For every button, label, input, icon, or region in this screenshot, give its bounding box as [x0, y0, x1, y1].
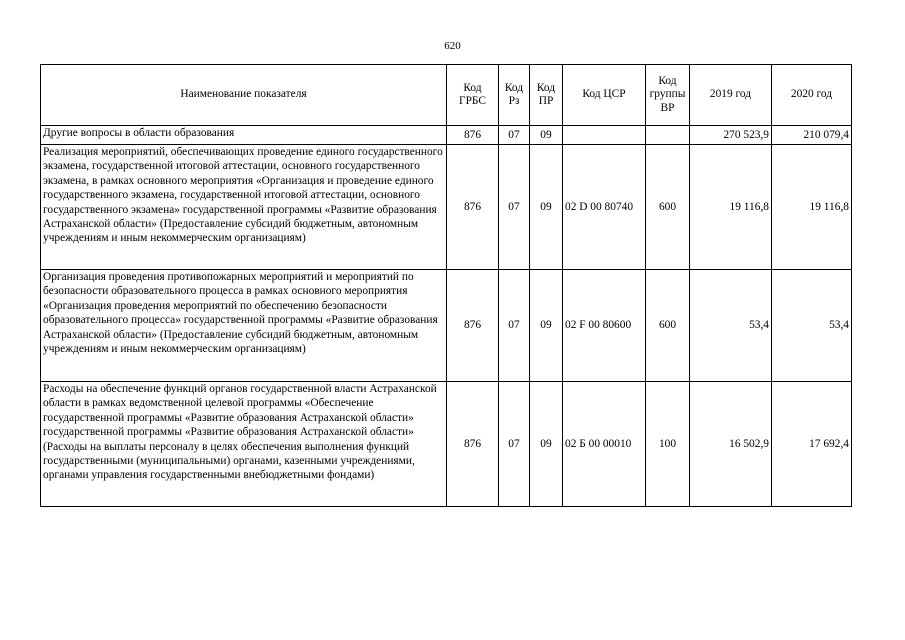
- row-name: Другие вопросы в области образования: [41, 126, 447, 145]
- row-2019: 19 116,8: [690, 145, 772, 270]
- row-2019: 270 523,9: [690, 126, 772, 145]
- header-pr: Код ПР: [530, 65, 563, 126]
- row-name: Расходы на обеспечение функций органов государственной власти Астраханской области в рамках ведомственной целевой программы «Обеспечение государственной программы «Развитие образования Астраханской области» государственной программы «Развитие образования Астраханской области» (Расходы на выплаты персоналу в целях обеспечения выполнения функций государственными (муниципальными) органами, казенными учреждениями, органами управления государственными внебюджетными фондами): [41, 382, 447, 507]
- header-row: [41, 65, 852, 126]
- row-rz: 07: [499, 145, 530, 270]
- row-name: Реализация мероприятий, обеспечивающих проведение единого государственного экзамена, государственной итоговой аттестации, основного государственного экзамена, в рамках основного мероприятия «Организация и проведение единого государственного экзамена, государственной итоговой аттестации, основного государственного экзамена» государственной программы «Развитие образования Астраханской области» (Предоставление субсидий бюджетным, автономным учреждениям и иным некоммерческим организациям): [41, 145, 447, 270]
- row-rz: 07: [499, 270, 530, 382]
- row-vr: [646, 126, 690, 145]
- row-csr: [563, 126, 646, 145]
- header-grbs: Код ГРБС: [447, 65, 499, 126]
- row-csr: 02 Б 00 00010: [563, 382, 646, 507]
- row-pr: 09: [530, 126, 563, 145]
- row-grbs: 876: [447, 382, 499, 507]
- row-rz: 07: [499, 382, 530, 507]
- row-rz: 07: [499, 126, 530, 145]
- table-row: [41, 382, 852, 507]
- row-grbs: 876: [447, 270, 499, 382]
- row-pr: 09: [530, 145, 563, 270]
- row-vr: 600: [646, 145, 690, 270]
- row-2019: 16 502,9: [690, 382, 772, 507]
- row-grbs: 876: [447, 126, 499, 145]
- table-row: [41, 126, 852, 145]
- budget-table: [40, 64, 852, 507]
- row-grbs: 876: [447, 145, 499, 270]
- table-row: [41, 270, 852, 382]
- row-name: Организация проведения противопожарных мероприятий и мероприятий по безопасности образовательного процесса в рамках основного мероприятия «Организация проведения мероприятий по обеспечению безопасности образовательного процесса» государственной программы «Развитие образования Астраханской области» (Предоставление субсидий бюджетным, автономным учреждениям и иным некоммерческим организациям): [41, 270, 447, 382]
- header-2020: 2020 год: [772, 65, 852, 126]
- header-2019: 2019 год: [690, 65, 772, 126]
- row-2020: 19 116,8: [772, 145, 852, 270]
- row-pr: 09: [530, 270, 563, 382]
- row-pr: 09: [530, 382, 563, 507]
- header-csr: Код ЦСР: [563, 65, 646, 126]
- row-2020: 17 692,4: [772, 382, 852, 507]
- row-vr: 100: [646, 382, 690, 507]
- row-csr: 02 D 00 80740: [563, 145, 646, 270]
- row-csr: 02 F 00 80600: [563, 270, 646, 382]
- row-vr: 600: [646, 270, 690, 382]
- row-2020: 53,4: [772, 270, 852, 382]
- row-2019: 53,4: [690, 270, 772, 382]
- header-rz: Код Рз: [499, 65, 530, 126]
- header-vr: Код группы ВР: [646, 65, 690, 126]
- page-number: 620: [444, 40, 461, 52]
- table-row: [41, 145, 852, 270]
- header-name: Наименование показателя: [41, 65, 447, 126]
- row-2020: 210 079,4: [772, 126, 852, 145]
